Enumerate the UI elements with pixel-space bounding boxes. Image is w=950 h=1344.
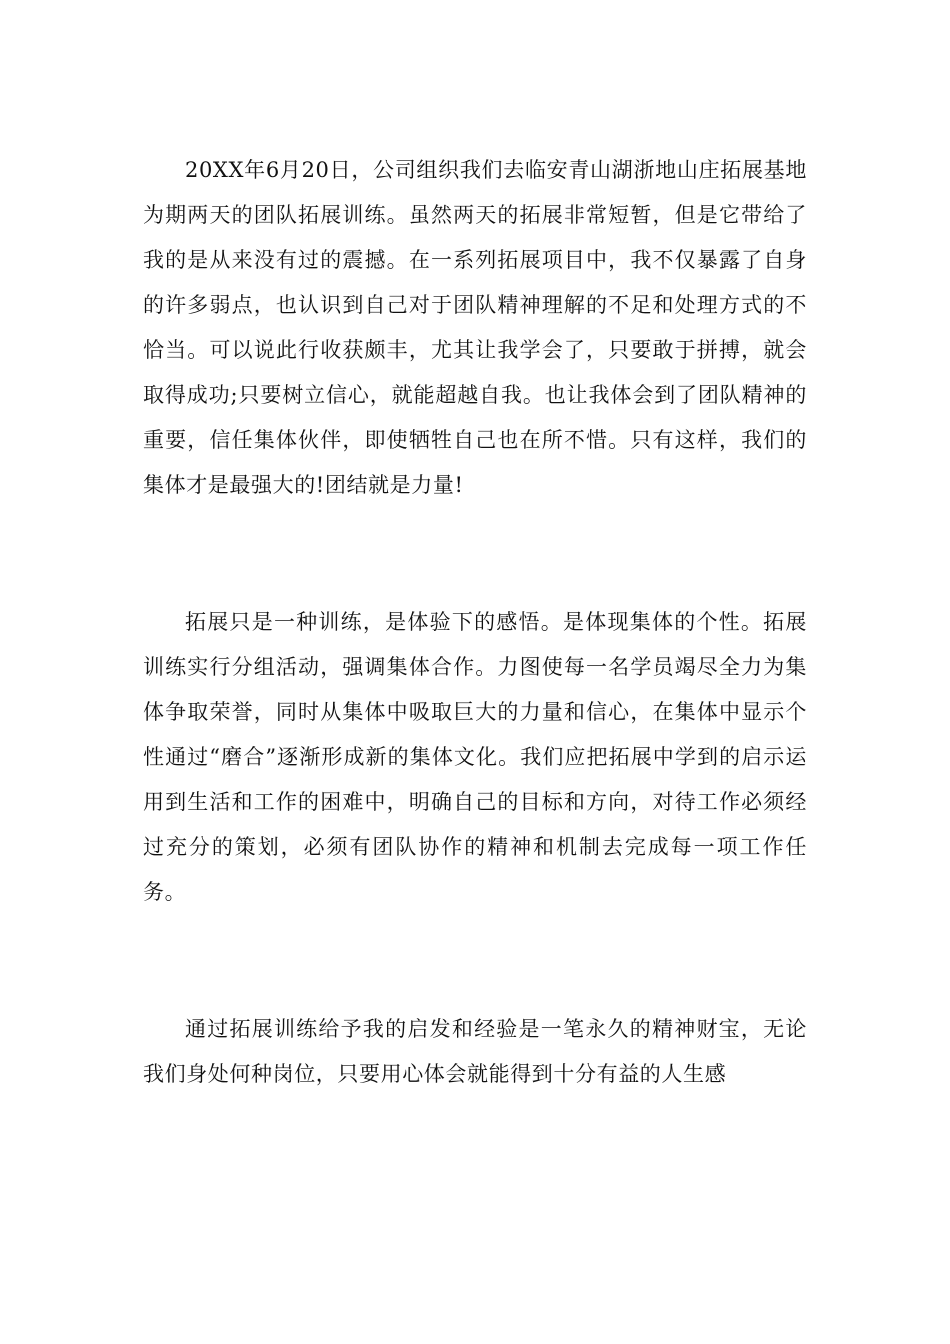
paragraph-3: 通过拓展训练给予我的启发和经验是一笔永久的精神财宝，无论我们身处何种岗位，只要用心体会就能得到十分有益的人生感 bbox=[143, 1017, 807, 1086]
document-body bbox=[143, 148, 807, 1097]
paragraph-1: 20XX年6月20日，公司组织我们去临安青山湖浙地山庄拓展基地为期两天的团队拓展训练。虽然两天的拓展非常短暂，但是它带给了我的是从来没有过的震撼。在一系列拓展项目中，我不仅暴露了自身的许多弱点，也认识到自己对于团队精神理解的不足和处理方式的不恰当。可以说此行收获颇丰，尤其让我学会了，只要敢于拼搏，就会取得成功;只要树立信心，就能超越自我。也让我体会到了团队精神的重要，信任集体伙伴，即使牺牲自己也在所不惜。只有这样，我们的集体才是最强大的!团结就是力量! bbox=[143, 158, 807, 497]
paragraph-2: 拓展只是一种训练，是体验下的感悟。是体现集体的个性。拓展训练实行分组活动，强调集体合作。力图使每一名学员竭尽全力为集体争取荣誉，同时从集体中吸取巨大的力量和信心，在集体中显示个性通过“磨合”逐渐形成新的集体文化。我们应把拓展中学到的启示运用到生活和工作的困难中，明确自己的目标和方向，对待工作必须经过充分的策划，必须有团队协作的精神和机制去完成每一项工作任务。 bbox=[143, 610, 807, 904]
